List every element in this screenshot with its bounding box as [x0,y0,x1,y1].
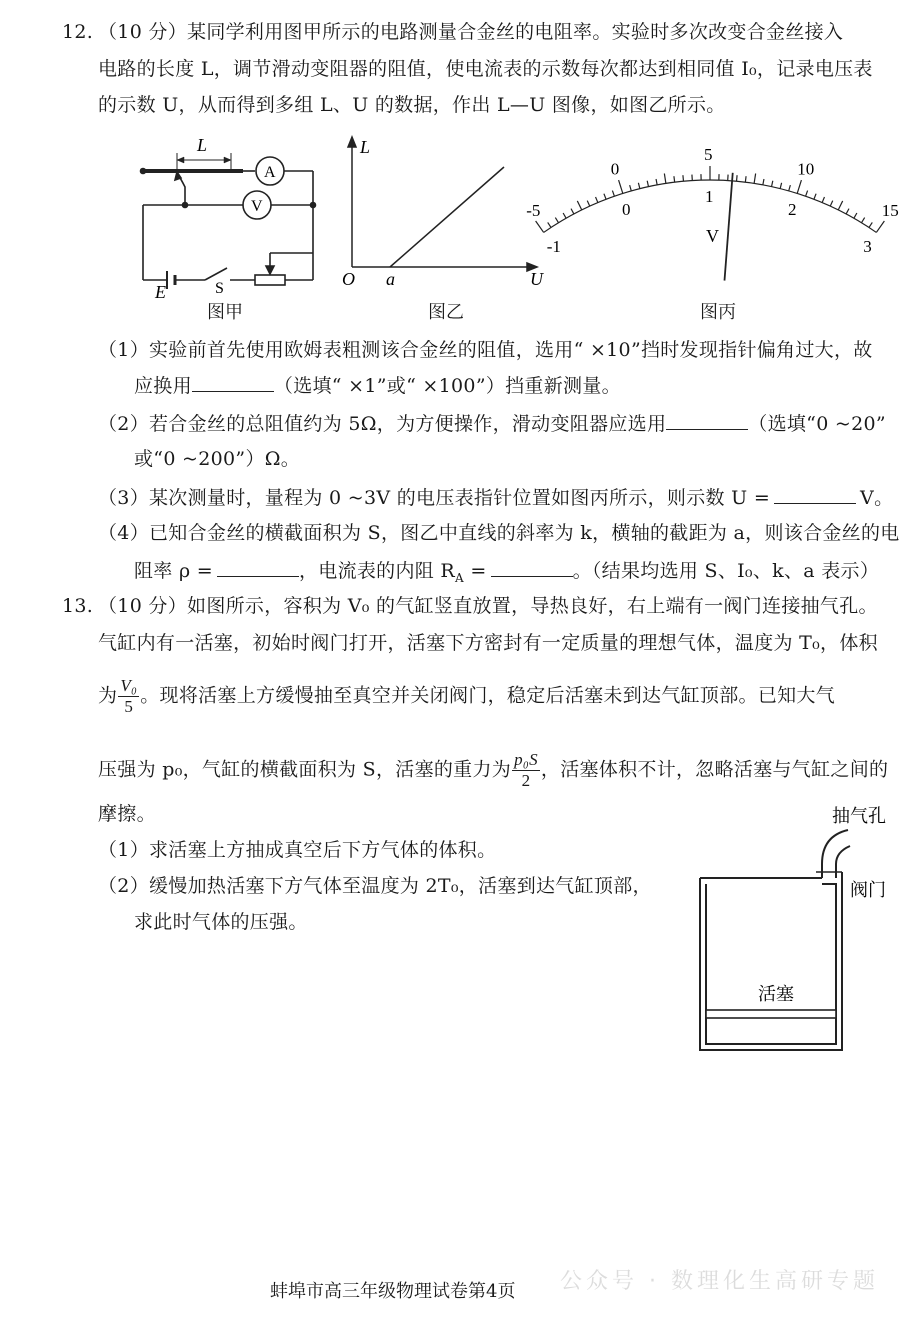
q12-part-2-text-b: （选填“0 ~20” [748,413,886,435]
dial-tick [789,185,791,191]
q13-line-1: （10 分）如图所示，容积为 V₀ 的气缸竖直放置，导热良好，右上端有一阀门连接抽气孔。 [98,595,878,617]
dial-tick [619,180,623,193]
answer-blank-1[interactable] [192,373,274,392]
q13-line-3-pre: 为 [98,684,118,707]
fig-yi-caption: 图乙 [428,302,464,323]
dial-tick [876,221,884,232]
fig-jia-caption: 图甲 [207,302,243,323]
dial-tick [737,175,738,181]
dial-inner-label: 3 [863,236,872,256]
page-footer: 蚌埠市高三年级物理试卷第4页 [270,1281,516,1302]
dial-inner-label: -1 [546,236,561,256]
dial-tick [630,185,632,191]
dial-tick [571,209,574,214]
q13-line-4-post: ，活塞体积不计，忽略活塞与气缸之间的 [540,758,889,781]
figure-jia-circuit [135,135,335,302]
dial-outer-label: 0 [610,159,620,179]
q13-sub-2-line-2: 求此时气体的压强。 [134,911,308,933]
q12-part-2-line-1 [98,411,886,436]
q12-part-4-text-c: = [464,560,487,582]
label-exhaust-hole: 抽气孔 [832,806,886,826]
answer-blank-2[interactable] [666,411,748,430]
frac-numerator: p₀S [514,750,538,769]
dial-tick [604,194,606,200]
dial-outer-label: 15 [881,201,899,221]
q12-part-3-text-b: V。 [860,487,894,509]
q13-sub-1: （1）求活塞上方抽成真空后下方气体的体积。 [98,839,497,861]
dial-tick [596,197,598,203]
q13-sub-2-line-1: （2）缓慢加热活塞下方气体至温度为 2T₀，活塞到达气缸顶部， [98,875,652,897]
answer-blank-4[interactable] [217,558,299,577]
dial-tick [548,222,551,227]
fig-jia-label-E: E [155,282,166,302]
q12-part-1-line-2 [134,373,621,398]
dial-tick [814,194,816,200]
dial-tick [862,218,865,223]
fig-yi-label-O: O [342,269,355,289]
dial-tick [772,181,773,187]
q12-number: 12. [62,21,94,43]
q12-part-1-text-a: 应换用 [134,375,192,397]
q12-part-2-text-a: （2）若合金丝的总阻值约为 5Ω，为方便操作，滑动变阻器应选用 [98,413,667,435]
q12-part-4-text-a: 阻率 ρ = [134,560,213,582]
dial-tick [854,213,857,218]
q12-part-3-text-a: （3）某次测量时，量程为 0 ~3V 的电压表指针位置如图丙所示，则示数 U = [98,487,771,509]
fig-bing-caption: 图丙 [700,302,736,323]
dial-tick [745,176,746,182]
dial-tick [612,191,614,197]
dial-inner-label: 2 [787,199,797,219]
dial-tick [780,183,781,189]
dial-tick [656,179,657,185]
q12-part-4-text-b: ，电流表的内阻 R [298,560,456,582]
q12-part-3 [98,485,893,510]
q13-line-3 [98,676,835,717]
dial-inner-label: 1 [705,187,714,206]
dial-outer-label: 10 [797,159,815,179]
q12-stem-line-3: 的示数 U，从而得到多组 L、U 的数据，作出 L—U 图像，如图乙所示。 [98,94,726,116]
dial-inner-label: 0 [622,199,631,219]
fraction-v0-over-5 [118,676,139,717]
label-piston: 活塞 [758,984,794,1004]
dial-tick [822,197,824,203]
dial-tick [806,191,808,197]
q12-part-4-text-d: 。（结果均选用 S、I₀、k、a 表示） [572,560,880,582]
dial-tick [563,213,566,218]
figure-bing-dial [526,140,899,280]
q13-line-4 [98,750,888,791]
dial-tick [555,218,558,223]
q12-part-2-line-2: 或“0 ~200”）Ω。 [134,448,301,470]
q12-part-1-text-b: （选填“ ×1”或“ ×100”）挡重新测量。 [273,375,621,397]
dial-tick [797,180,801,193]
q12-part-4-line-2 [134,558,879,590]
figure-gas-cylinder [690,800,890,1050]
dial-tick [577,201,581,210]
fig-jia-label-V: V [251,198,263,215]
q12-part-4-line-1: （4）已知合金丝的横截面积为 S，图乙中直线的斜率为 k，横轴的截距为 a，则该合金丝的电 [98,522,900,544]
fig-jia-label-L: L [197,135,208,155]
dial-tick [838,201,842,210]
q13-line-4-pre: 压强为 p₀，气缸的横截面积为 S，活塞的重力为 [98,758,512,781]
frac-denominator: 2 [521,771,531,790]
q12-stem-line-1: （10 分）某同学利用图甲所示的电路测量合金丝的电阻率。实验时多次改变合金丝接入 [98,21,844,43]
q13-number: 13. [62,595,94,617]
fig-yi-label-U: U [530,269,543,289]
answer-blank-3[interactable] [774,485,856,504]
dial-tick [587,201,589,206]
dial-tick [869,222,872,227]
frac-numerator: V₀ [120,676,138,695]
dial-tick [647,181,648,187]
watermark: 公众号 · 数理化生高研专题 [560,1269,879,1294]
dial-tick [683,175,684,181]
q12-stem-line-2: 电路的长度 L，调节滑动变阻器的阻值，使电流表的示数每次都达到相同值 I₀，记录电压表 [98,58,873,80]
fraction-p0s-over-2 [512,750,540,791]
label-valve: 阀门 [850,880,886,900]
fig-bing-unit: V [706,226,719,246]
voltmeter-needle [724,173,732,281]
fig-jia-label-S: S [215,280,224,297]
q12-part-1-line-1: （1）实验前首先使用欧姆表粗测该合金丝的阻值，选用“ ×10”挡时发现指针偏角过大，故 [98,339,873,361]
dial-tick [638,183,639,189]
fig-jia-label-A: A [264,164,276,181]
fig-yi-label-L: L [360,137,371,157]
dial-outer-label: -5 [526,201,541,221]
dial-tick [830,201,832,206]
q13-line-3-post: 。现将活塞上方缓慢抽至真空并关闭阀门，稳定后活塞未到达气缸顶部。已知大气 [140,684,836,707]
dial-tick [674,176,675,182]
dial-tick [846,209,849,214]
frac-denominator: 5 [124,697,134,716]
fig-yi-label-a: a [386,269,395,289]
dial-outer-label: 5 [704,145,713,164]
figure-yi-graph [340,135,543,289]
answer-blank-5[interactable] [491,558,573,577]
q13-line-5: 摩擦。 [98,803,156,825]
dial-tick [763,179,764,185]
q13-line-2: 气缸内有一活塞，初始时阀门打开，活塞下方密封有一定质量的理想气体，温度为 T₀，体积 [98,632,878,654]
dial-tick [664,173,666,183]
dial-tick [754,173,756,183]
q12-part-4-sub: A [455,570,464,585]
